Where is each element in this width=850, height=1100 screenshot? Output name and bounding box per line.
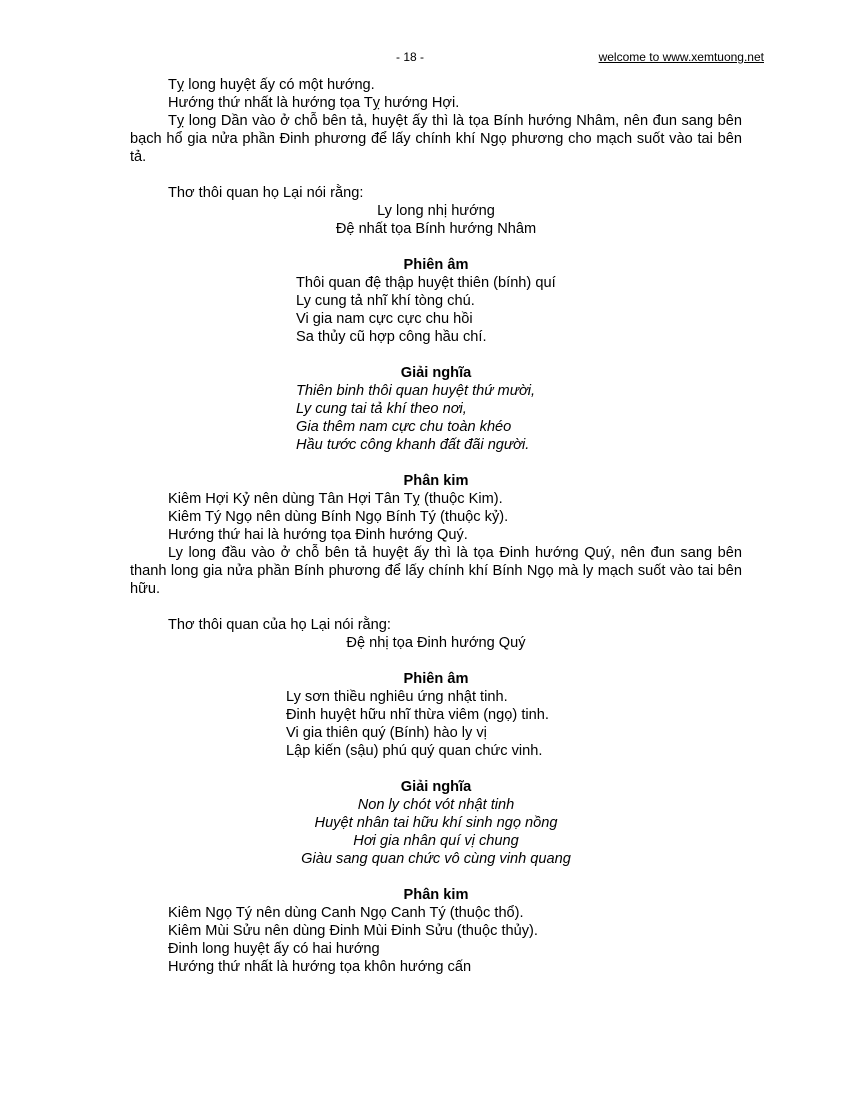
page-header <box>0 48 850 66</box>
paragraph: Tỵ long huyệt ấy có một hướng. <box>168 77 375 93</box>
poem-line: Ly sơn thiều nghiêu ứng nhật tinh. <box>286 689 508 705</box>
poem-line: Lập kiến (sậu) phú quý quan chức vinh. <box>286 743 543 759</box>
poem-intro: Thơ thôi quan của họ Lại nói rằng: <box>168 617 391 633</box>
paragraph: Kiêm Hợi Kỷ nên dùng Tân Hợi Tân Tỵ (thuộc Kim). <box>168 491 503 507</box>
paragraph: Hướng thứ hai là hướng tọa Đinh hướng Quý. <box>168 527 468 543</box>
section-heading: Phân kim <box>403 473 469 489</box>
document-body <box>130 76 742 976</box>
poem-line: Ly cung tả nhĩ khí tòng chú. <box>296 293 475 309</box>
site-link[interactable]: welcome to www.xemtuong.net <box>598 50 764 64</box>
poem-line: Thiên binh thôi quan huyệt thứ mười, <box>296 383 536 399</box>
section-heading: Phiên âm <box>403 671 469 687</box>
poem-line: Gia thêm nam cực chu toàn khéo <box>296 419 512 435</box>
poem-line: Thôi quan đệ thập huyệt thiên (bính) quí <box>296 275 556 291</box>
poem-line: Hầu tước công khanh đất đãi người. <box>296 437 530 453</box>
paragraph: Kiêm Mùi Sửu nên dùng Đinh Mùi Đinh Sửu (thuộc thủy). <box>168 923 538 939</box>
poem-line: Non ly chót vót nhật tinh <box>357 797 515 813</box>
poem-line: Giàu sang quan chức vô cùng vinh quang <box>301 851 571 867</box>
poem-phien-am <box>296 274 742 346</box>
paragraph: Hướng thứ nhất là hướng tọa khôn hướng cấn <box>168 959 472 975</box>
poem-phien-am <box>286 688 742 760</box>
paragraph: Hướng thứ nhất là hướng tọa Tỵ hướng Hợi. <box>168 95 460 111</box>
section-heading: Giải nghĩa <box>400 365 472 381</box>
paragraph: Tỵ long Dần vào ở chỗ bên tả, huyệt ấy thì là tọa Bính hướng Nhâm, nên đun sang bên bạch hổ gia nửa phần Đinh phương để lấy chính khí Ngọ phương cho mạch suốt vào tai bên tả. <box>130 113 742 165</box>
poem-line: Huyệt nhân tai hữu khí sinh ngọ nồng <box>314 815 558 831</box>
paragraph: Kiêm Tý Ngọ nên dùng Bính Ngọ Bính Tý (thuộc kỷ). <box>168 509 509 525</box>
poem-intro: Thơ thôi quan họ Lại nói rằng: <box>168 185 364 201</box>
paragraph: Ly long đầu vào ở chỗ bên tả huyệt ấy thì là tọa Đinh hướng Quý, nên đun sang bên thanh long gia nửa phần Bính phương để lấy chính khí Bính Ngọ mà ly mạch suốt vào tai bên hữu. <box>130 545 742 597</box>
poem-giai-nghia <box>130 796 742 868</box>
page-number: - 18 - <box>396 50 425 64</box>
poem-line: Đinh huyệt hữu nhĩ thừa viêm (ngọ) tinh. <box>286 707 549 723</box>
poem-line: Sa thủy cũ hợp công hầu chí. <box>296 329 487 345</box>
poem-title: Ly long nhị hướng <box>377 203 495 219</box>
section-heading: Phiên âm <box>403 257 469 273</box>
poem-line: Ly cung tai tả khí theo nơi, <box>296 401 467 417</box>
paragraph: Đinh long huyệt ấy có hai hướng <box>168 941 380 957</box>
poem-title: Đệ nhất tọa Bính hướng Nhâm <box>335 221 537 237</box>
poem-line: Vi gia nam cực cực chu hồi <box>296 311 473 327</box>
poem-title: Đệ nhị tọa Đinh hướng Quý <box>346 635 526 651</box>
section-heading: Giải nghĩa <box>400 779 472 795</box>
poem-line: Hơi gia nhân quí vị chung <box>353 833 519 849</box>
paragraph: Kiêm Ngọ Tý nên dùng Canh Ngọ Canh Tý (thuộc thổ). <box>168 905 524 921</box>
poem-giai-nghia <box>296 382 742 454</box>
section-heading: Phân kim <box>403 887 469 903</box>
poem-line: Vi gia thiên quý (Bính) hào ly vị <box>286 725 487 741</box>
